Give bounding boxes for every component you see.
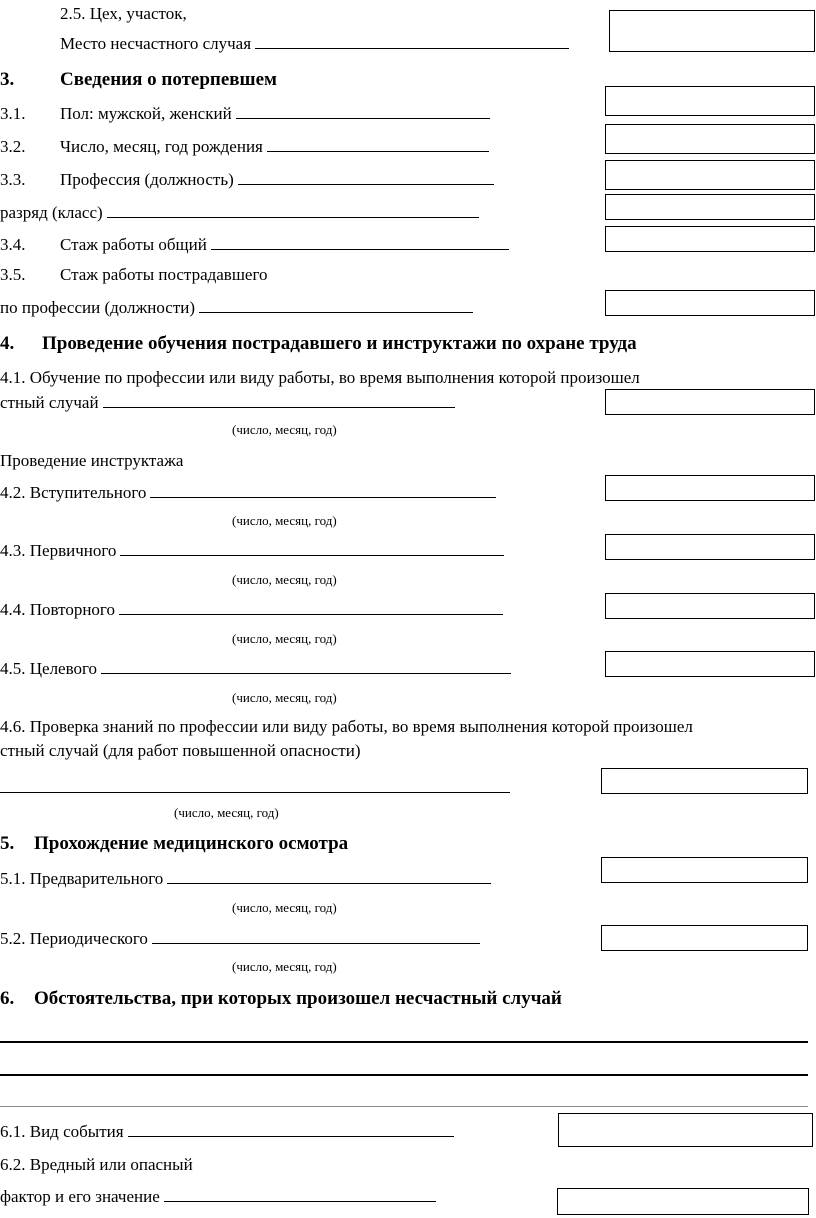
code-box-4-1[interactable] xyxy=(605,389,815,415)
hazard-factor-label-2: фактор и его значение xyxy=(0,1187,160,1206)
date-hint-4-5: (число, месяц, год) xyxy=(232,690,337,705)
item-3-2-number: 3.2. xyxy=(0,137,26,156)
introductory-line[interactable] xyxy=(150,483,496,498)
accident-place-label: Место несчастного случая xyxy=(60,34,252,53)
knowledge-check-line[interactable] xyxy=(0,792,510,793)
section-3-title: Сведения о потерпевшем xyxy=(60,69,277,90)
event-type-label: 6.1. Вид события xyxy=(0,1122,124,1141)
preliminary-exam-row xyxy=(0,869,491,889)
targeted-row xyxy=(0,659,511,679)
section-5-number: 5. xyxy=(0,833,15,854)
code-box-6-2[interactable] xyxy=(557,1188,809,1215)
repeated-line[interactable] xyxy=(119,600,503,615)
profession-experience-label-2: по профессии (должности) xyxy=(0,298,196,317)
primary-label: 4.3. Первичного xyxy=(0,541,117,560)
instruction-heading: Проведение инструктажа xyxy=(0,451,184,470)
periodic-exam-label: 5.2. Периодического xyxy=(0,929,148,948)
primary-line[interactable] xyxy=(120,541,504,556)
profession-experience-label: Стаж работы пострадавшего xyxy=(60,265,268,284)
birth-date-label: Число, месяц, год рождения xyxy=(60,137,263,156)
total-experience-row xyxy=(60,235,509,255)
preliminary-exam-line[interactable] xyxy=(167,869,491,884)
date-hint-4-2: (число, месяц, год) xyxy=(232,513,337,528)
section-4-title: Проведение обучения пострадавшего и инструктажи по охране труда xyxy=(42,333,637,354)
hazard-factor-row xyxy=(0,1187,436,1207)
date-hint-4-4: (число, месяц, год) xyxy=(232,631,337,646)
code-box-4-2[interactable] xyxy=(605,475,815,501)
profession-line[interactable] xyxy=(238,170,494,185)
event-type-row xyxy=(0,1122,454,1142)
training-row xyxy=(0,393,455,413)
knowledge-check-label-2: стный случай (для работ повышенной опасности) xyxy=(0,741,361,760)
code-box-4-3[interactable] xyxy=(605,534,815,560)
code-box-3-1[interactable] xyxy=(605,86,815,116)
birth-date-line[interactable] xyxy=(267,137,489,152)
circumstances-line-2[interactable] xyxy=(0,1074,808,1076)
date-hint-5-2: (число, месяц, год) xyxy=(232,959,337,974)
event-type-line[interactable] xyxy=(128,1122,454,1137)
rank-line[interactable] xyxy=(107,203,479,218)
training-label-2: стный случай xyxy=(0,393,99,412)
accident-place-row xyxy=(60,34,569,54)
total-experience-line[interactable] xyxy=(211,235,509,250)
date-hint-5-1: (число, месяц, год) xyxy=(232,900,337,915)
item-3-3-number: 3.3. xyxy=(0,170,26,189)
code-box-rank[interactable] xyxy=(605,194,815,220)
circumstances-line-3[interactable] xyxy=(0,1106,808,1107)
code-box-3-3[interactable] xyxy=(605,160,815,190)
hazard-factor-line[interactable] xyxy=(164,1187,436,1202)
profession-row xyxy=(60,170,494,190)
code-box-4-4[interactable] xyxy=(605,593,815,619)
periodic-exam-row xyxy=(0,929,480,949)
code-box-4-6[interactable] xyxy=(601,768,808,794)
item-3-4-number: 3.4. xyxy=(0,235,26,254)
training-line[interactable] xyxy=(103,393,455,408)
code-box-3-5[interactable] xyxy=(605,290,815,316)
knowledge-check-label-1: 4.6. Проверка знаний по профессии или виду работы, во время выполнения которой произошел xyxy=(0,717,693,736)
code-box-6-1[interactable] xyxy=(558,1113,813,1147)
gender-label: Пол: мужской, женский xyxy=(60,104,232,123)
primary-row xyxy=(0,541,504,561)
gender-line[interactable] xyxy=(236,104,490,119)
hazard-factor-label-1: 6.2. Вредный или опасный xyxy=(0,1155,193,1174)
item-2-5-label: 2.5. Цех, участок, xyxy=(60,4,187,23)
gender-row xyxy=(60,104,490,124)
circumstances-line-1[interactable] xyxy=(0,1041,808,1043)
date-hint-4-3: (число, месяц, год) xyxy=(232,572,337,587)
rank-label: разряд (класс) xyxy=(0,203,103,222)
code-box-4-5[interactable] xyxy=(605,651,815,677)
targeted-label: 4.5. Целевого xyxy=(0,659,98,678)
periodic-exam-line[interactable] xyxy=(152,929,480,944)
accident-place-line[interactable] xyxy=(255,34,569,49)
section-4-number: 4. xyxy=(0,333,15,354)
section-5-title: Прохождение медицинского осмотра xyxy=(34,833,349,854)
code-box-5-1[interactable] xyxy=(601,857,808,883)
profession-experience-line[interactable] xyxy=(199,298,473,313)
code-box-3-4[interactable] xyxy=(605,226,815,252)
introductory-row xyxy=(0,483,496,503)
preliminary-exam-label: 5.1. Предварительного xyxy=(0,869,164,888)
profession-experience-row xyxy=(0,298,473,318)
repeated-label: 4.4. Повторного xyxy=(0,600,115,619)
total-experience-label: Стаж работы общий xyxy=(60,235,207,254)
rank-row xyxy=(0,203,479,223)
section-6-title: Обстоятельства, при которых произошел несчастный случай xyxy=(34,988,562,1009)
code-box-3-2[interactable] xyxy=(605,124,815,154)
date-hint-4-1: (число, месяц, год) xyxy=(232,422,337,437)
training-label-1: 4.1. Обучение по профессии или виду работы, во время выполнения которой произошел xyxy=(0,368,640,387)
item-3-5-number: 3.5. xyxy=(0,265,26,284)
introductory-label: 4.2. Вступительного xyxy=(0,483,147,502)
birth-date-row xyxy=(60,137,489,157)
targeted-line[interactable] xyxy=(101,659,511,674)
profession-label: Профессия (должность) xyxy=(60,170,234,189)
section-6-number: 6. xyxy=(0,988,15,1009)
repeated-row xyxy=(0,600,503,620)
code-box-5-2[interactable] xyxy=(601,925,808,951)
section-3-number: 3. xyxy=(0,69,15,90)
date-hint-4-6: (число, месяц, год) xyxy=(174,805,279,820)
code-box-2-5[interactable] xyxy=(609,10,815,52)
item-3-1-number: 3.1. xyxy=(0,104,26,123)
